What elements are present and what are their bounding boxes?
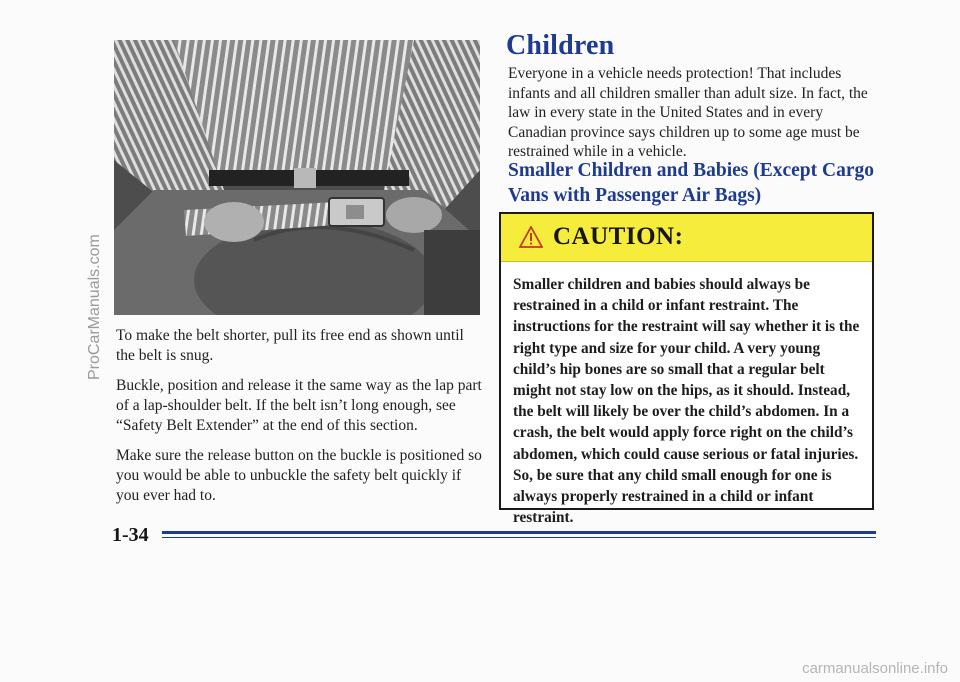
- intro-paragraph: Everyone in a vehicle needs protection! That includes infants and all children smaller than adult size. In fact, the law in every state in the United States and in every Canadian province says children up to some age must be restrained while in a vehicle.: [508, 65, 868, 160]
- footer-rule: [162, 531, 876, 534]
- bottom-watermark: carmanualsonline.info: [802, 660, 948, 677]
- subsection-heading: Smaller Children and Babies (Except Cargo Vans with Passenger Air Bags): [508, 160, 875, 206]
- seat-belt-illustration: [114, 40, 480, 315]
- instruction-paragraph: Buckle, position and release it the same way as the lap part of a lap-shoulder belt. If the belt isn’t long enough, see “Safety Belt Extender” at the end of this section.: [116, 377, 482, 434]
- side-watermark: [86, 234, 106, 640]
- section-heading: Children: [506, 30, 615, 61]
- footer-rule-thin: [162, 537, 876, 538]
- seat-belt-photo-graphic: [114, 40, 480, 315]
- warning-triangle-icon: [519, 226, 543, 248]
- caution-header: [501, 214, 872, 262]
- page-number: 1-34: [112, 524, 149, 546]
- side-watermark-text: ProCarManuals.com: [86, 234, 103, 380]
- caution-label: CAUTION:: [553, 223, 684, 250]
- instruction-paragraph: To make the belt shorter, pull its free end as shown until the belt is snug.: [116, 327, 464, 364]
- caution-text: Smaller children and babies should always be restrained in a child or infant restraint. The instructions for the restraint will say whether it is the right type and size for your child. A very young child’s hip bones are so small that a regular belt might not stay low on the hips, as it should. Instead, the belt will likely be over the child’s abdomen. In a crash, the belt would apply force right on the child’s abdomen, which could cause serious or fatal injuries. So, be sure that any child small enough for one is always properly restrained in a child or infant restraint.: [513, 276, 860, 527]
- belt-instructions: [116, 326, 482, 516]
- caution-box: [499, 212, 874, 527]
- instruction-paragraph: Make sure the release button on the buckle is positioned so you would be able to unbuckle the safety belt quickly if you ever had to.: [116, 447, 482, 504]
